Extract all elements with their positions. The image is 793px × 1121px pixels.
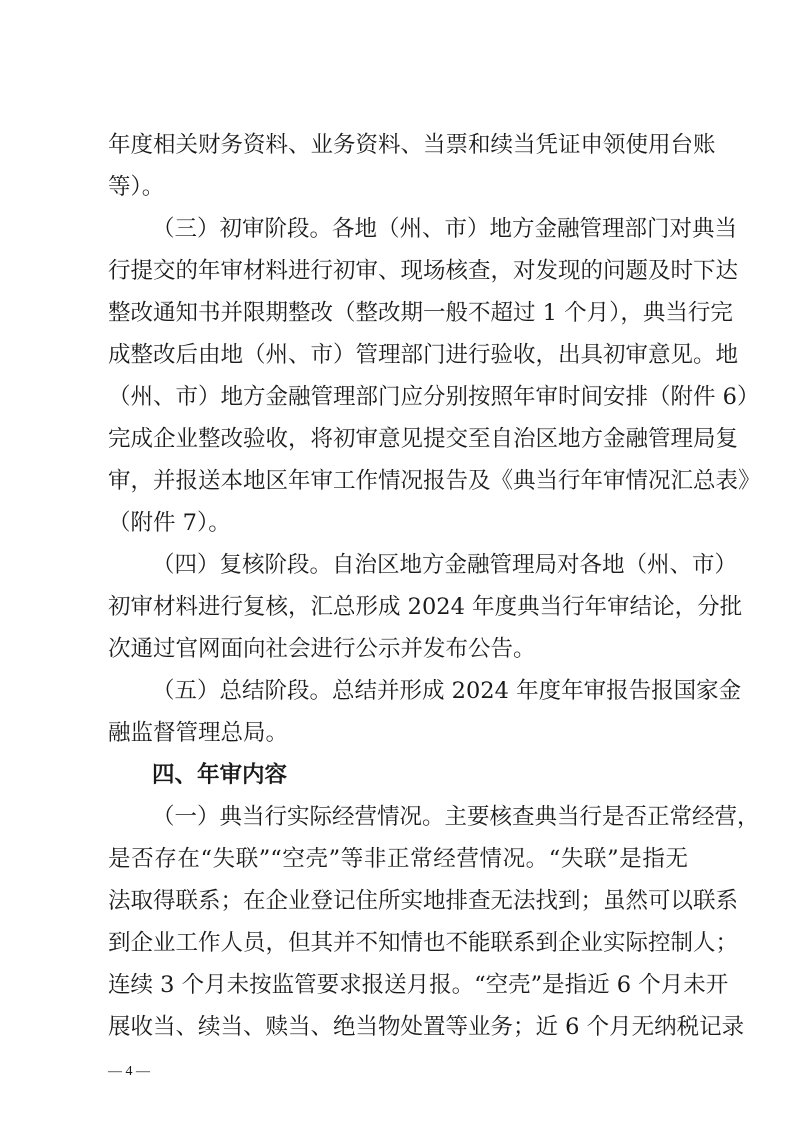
paragraph-line: （州、市）地方金融管理部门应分别按照年审时间安排（附件 6）	[108, 384, 760, 410]
paragraph-line: 展收当、续当、赎当、绝当物处置等业务；近 6 个月无纳税记录	[108, 1014, 745, 1040]
paragraph-line: 成整改后由地（州、市）管理部门进行验收，出具初审意见。地	[108, 342, 739, 368]
paragraph-line: 等）。	[108, 174, 165, 200]
paragraph-line: 行提交的年审材料进行初审、现场核查，对发现的问题及时下达	[108, 258, 739, 284]
paragraph-line: 到企业工作人员，但其并不知情也不能联系到企业实际控制人；	[108, 930, 739, 956]
paragraph-line: （三）初审阶段。各地（州、市）地方金融管理部门对典当	[152, 216, 738, 242]
paragraph-line: 完成企业整改验收，将初审意见提交至自治区地方金融管理局复	[108, 426, 739, 452]
paragraph-line: 年度相关财务资料、业务资料、当票和续当凭证申领使用台账	[108, 132, 716, 158]
paragraph-line: 法取得联系；在企业登记住所实地排查无法找到；虽然可以联系	[108, 888, 739, 914]
paragraph-line: 审，并报送本地区年审工作情况报告及《典当行年审情况汇总表》	[108, 468, 761, 494]
paragraph-line: （四）复核阶段。自治区地方金融管理局对各地（州、市）	[152, 552, 738, 578]
paragraph-line: （一）典当行实际经营情况。主要核查典当行是否正常经营，	[152, 804, 760, 830]
page-number: — 4 —	[108, 1064, 150, 1079]
paragraph-line: 初审材料进行复核，汇总形成 2024 年度典当行年审结论，分批	[108, 594, 743, 620]
paragraph-line: （附件 7）。	[108, 510, 231, 536]
paragraph-line: 是否存在“失联”“空壳”等非正常经营情况。“失联”是指无	[108, 846, 688, 872]
paragraph-line: 整改通知书并限期整改（整改期一般不超过 1 个月），典当行完	[108, 300, 733, 326]
section-heading: 四、年审内容	[152, 762, 288, 788]
paragraph-line: 连续 3 个月未按监管要求报送月报。“空壳”是指近 6 个月未开	[108, 972, 729, 998]
paragraph-line: 融监督管理总局。	[108, 720, 289, 746]
paragraph-line: 次通过官网面向社会进行公示并发布公告。	[108, 636, 536, 662]
paragraph-line: （五）总结阶段。总结并形成 2024 年度年审报告报国家金	[152, 678, 742, 704]
